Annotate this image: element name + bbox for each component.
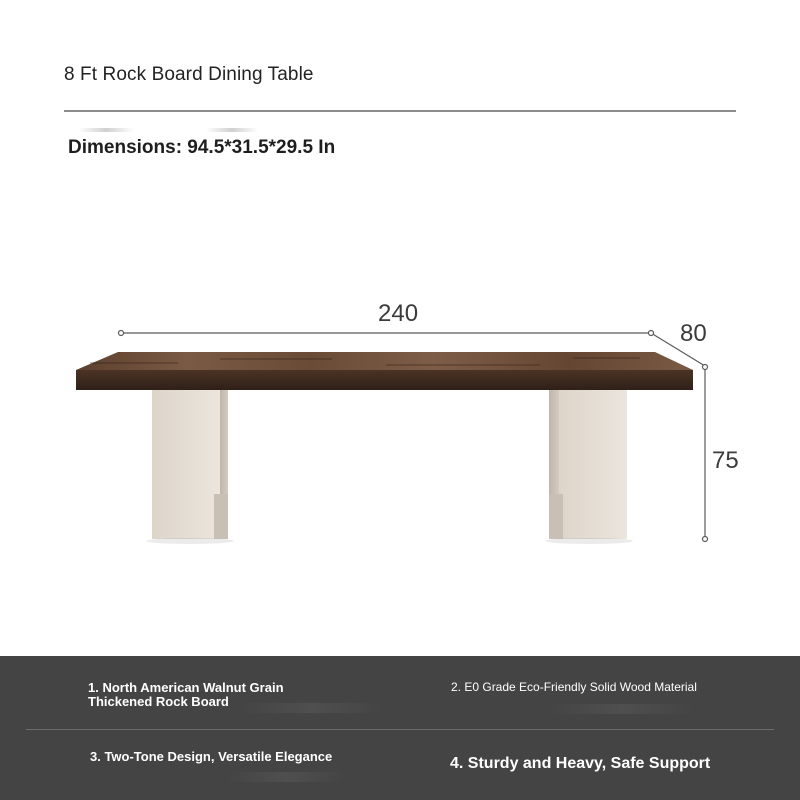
features-panel (0, 656, 800, 800)
length-end-marker (649, 331, 654, 336)
table-top (76, 352, 693, 390)
right-leg (549, 390, 627, 539)
feature-texture-3 (226, 772, 346, 782)
faint-mark-left (78, 128, 134, 132)
right-leg-shadow (545, 538, 633, 544)
height-end-marker (703, 537, 708, 542)
features-divider (26, 729, 774, 730)
left-leg-notch (214, 494, 228, 539)
feature-item-3: 3. Two-Tone Design, Versatile Elegance (90, 749, 333, 764)
left-leg-front (152, 390, 220, 539)
feature-item-4: 4. Sturdy and Heavy, Safe Support (450, 755, 711, 772)
left-leg-shadow (146, 538, 234, 544)
length-start-marker (119, 331, 124, 336)
height-label: 75 (712, 447, 739, 474)
product-dimensions: Dimensions: 94.5*31.5*29.5 In (68, 137, 336, 158)
left-leg (152, 390, 228, 539)
depth-label: 80 (680, 320, 707, 347)
tabletop-edge (76, 370, 693, 390)
feature-item-2: 2. E0 Grade Eco-Friendly Solid Wood Material (451, 680, 697, 694)
faint-mark-right (206, 128, 258, 132)
tabletop-surface (76, 352, 693, 370)
right-leg-notch (549, 494, 563, 539)
title-divider (64, 110, 736, 112)
right-leg-front (559, 390, 627, 539)
depth-end-marker (703, 365, 708, 370)
feature-texture-2 (548, 704, 694, 714)
product-title: 8 Ft Rock Board Dining Table (64, 64, 314, 85)
length-label: 240 (378, 300, 419, 327)
feature-item-1: 1. North American Walnut Grain Thickened Rock Board (88, 680, 284, 709)
